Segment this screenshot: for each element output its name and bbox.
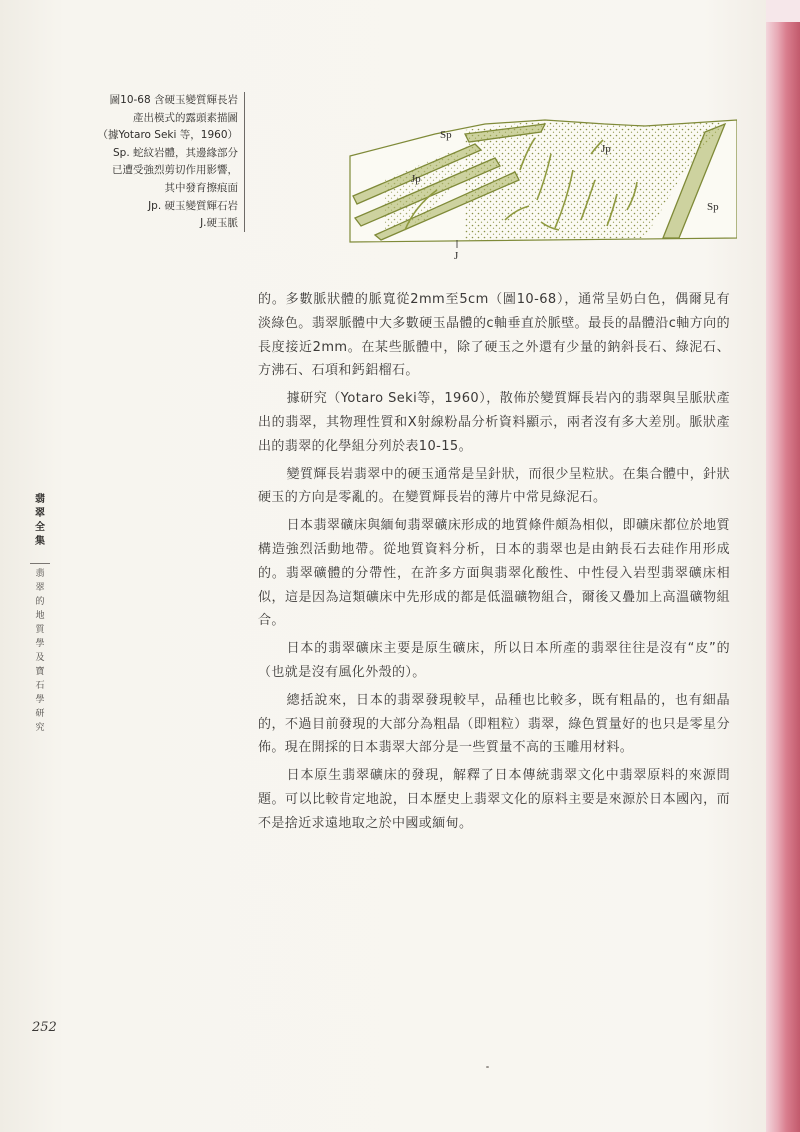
- paper-speck: [486, 1066, 489, 1068]
- paragraph: 的。多數脈狀體的脈寬從2mm至5cm（圖10-68），通常呈奶白色，偶爾見有淡綠色。翡翠脈體中大多數硬玉晶體的c軸垂直於脈壁。最長的晶體沿c軸方向的長度接近2mm。在某些脈體中，除了硬玉之外還有少量的鈉斜長石、綠泥石、方沸石、石項和鈣鋁榴石。: [258, 292, 730, 379]
- side-char: 集: [35, 536, 45, 547]
- side-volume-title: [32, 567, 48, 735]
- side-char: 寶: [35, 667, 45, 677]
- side-char: 究: [35, 723, 45, 733]
- caption-line: 已遭受強烈剪切作用影響，: [112, 164, 238, 177]
- side-char: 學: [35, 639, 45, 649]
- side-char: 質: [35, 625, 45, 635]
- side-char: 翡: [35, 494, 45, 505]
- side-char: 研: [35, 709, 45, 719]
- side-char: 及: [35, 653, 45, 663]
- label-j-bottom: J: [454, 250, 459, 260]
- side-char: 學: [35, 695, 45, 705]
- side-char: 翠: [35, 583, 45, 593]
- paragraph: 日本原生翡翠礦床的發現，解釋了日本傳統翡翠文化中翡翠原料的來源問題。可以比較肯定地說，日本歷史上翡翠文化的原料主要是來源於日本國內，而不是捨近求遠地取之於中國或緬甸。: [258, 768, 730, 831]
- paragraph: 日本翡翠礦床與緬甸翡翠礦床形成的地質條件頗為相似，即礦床都位於地質構造強烈活動地帶。從地質資料分析，日本的翡翠也是由鈉長石去硅作用形成的。翡翠礦體的分帶性，在許多方面與翡翠化酸性、中性侵入岩型翡翠礦床相似，這是因為這類礦床中先形成的都是低溫礦物組合，爾後又疊加上高溫礦物組合。: [258, 518, 730, 629]
- side-char: 翡: [35, 569, 45, 579]
- caption-line: 其中發育擦痕面: [164, 181, 238, 194]
- label-jp-left: Jp: [411, 173, 421, 185]
- side-series-title: [32, 493, 48, 549]
- book-spine-top: [766, 0, 800, 22]
- caption-line: Jp. 硬玉變質輝石岩: [148, 199, 238, 212]
- label-sp-top: Sp: [440, 129, 452, 141]
- paragraph: 總括說來，日本的翡翠發現較早，品種也比較多，既有粗晶的，也有細晶的，不過目前發現的大部分為粗晶（即粗粒）翡翠，綠色質量好的也只是零星分佈。現在開採的日本翡翠大部分是一些質量不高的玉雕用材料。: [258, 692, 730, 756]
- body-text: [258, 288, 730, 840]
- paragraph: 變質輝長岩翡翠中的硬玉通常是呈針狀，而很少呈粒狀。在集合體中，針狀硬玉的方向是零亂的。在變質輝長岩的薄片中常見綠泥石。: [258, 466, 730, 506]
- side-char: 地: [35, 611, 45, 621]
- side-divider: [30, 563, 50, 564]
- figure-caption: [60, 92, 238, 233]
- side-char: 全: [35, 522, 45, 533]
- book-spine-edge: [766, 0, 800, 1132]
- side-char: 的: [35, 597, 45, 607]
- label-sp-right: Sp: [707, 201, 719, 213]
- caption-line: J.硬玉脈: [200, 217, 238, 230]
- outcrop-sketch: [345, 110, 737, 260]
- caption-line: 產出模式的露頭素描圖: [133, 111, 238, 124]
- caption-line: 圖10-68 含硬玉變質輝長岩: [109, 94, 238, 106]
- side-char: 翠: [35, 508, 45, 519]
- label-jp-right: Jp: [601, 143, 611, 155]
- caption-line: Sp. 蛇紋岩體，其邊緣部分: [112, 146, 238, 159]
- paragraph: 日本的翡翠礦床主要是原生礦床，所以日本所產的翡翠往往是沒有“皮”的（也就是沒有風化外殼的）。: [258, 641, 730, 680]
- page-number: 252: [32, 1020, 57, 1035]
- side-char: 石: [35, 681, 45, 691]
- paragraph: 據研究（Yotaro Seki等，1960），散佈於變質輝長岩內的翡翠與呈脈狀產出的翡翠，其物理性質和X射線粉晶分析資料顯示，兩者沒有多大差別。脈狀產出的翡翠的化學組分列於表10-15。: [258, 391, 730, 454]
- caption-divider: [244, 92, 245, 232]
- caption-line: （據Yotaro Seki 等，1960）: [97, 129, 238, 142]
